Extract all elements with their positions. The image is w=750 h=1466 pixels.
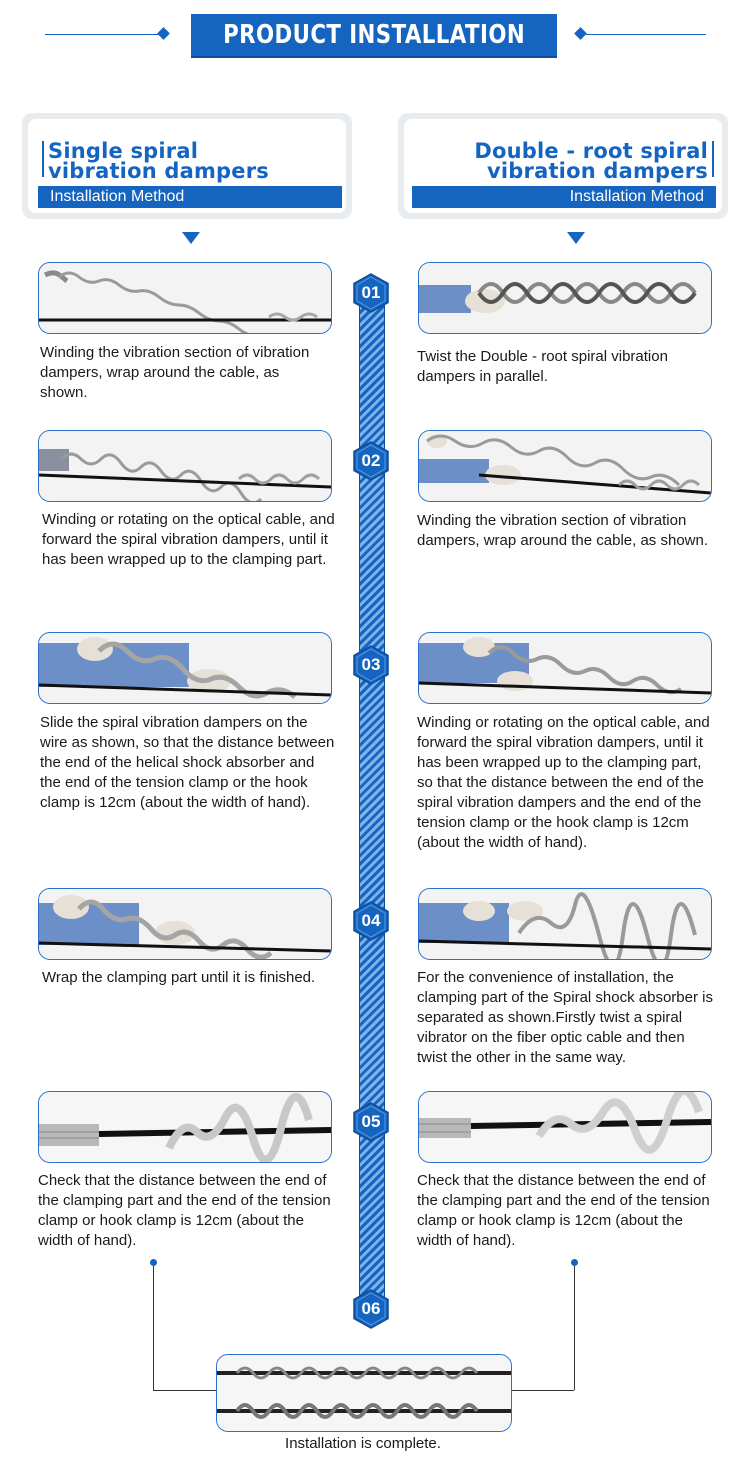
left-connector-line: [153, 1266, 154, 1390]
left-connector-h: [153, 1390, 216, 1391]
step-5-left-text: Check that the distance between the end of the clamping part and the end of the tension clamp or hook clamp is 12cm (about the width of hand).: [38, 1172, 331, 1249]
step-1-left-photo: [38, 262, 332, 334]
step-badge-04: [351, 901, 391, 941]
step-5-left-photo: [38, 1091, 332, 1163]
step-number: 05: [361, 1112, 381, 1131]
right-connector-dot: [571, 1259, 578, 1266]
step-3-right-photo: [418, 632, 712, 704]
header-diamond-left: [157, 27, 170, 40]
step-4-right-photo: [418, 888, 712, 960]
step-number: 04: [361, 911, 381, 930]
step-badge-01: [351, 273, 391, 313]
step-3-left-photo: [38, 632, 332, 704]
header-banner: [191, 14, 557, 56]
step-number: 03: [361, 655, 381, 674]
step-badge-06: [351, 1289, 391, 1329]
left-connector-dot: [150, 1259, 157, 1266]
step-4-right-text: For the convenience of installation, the clamping part of the Spiral shock absorber is separated as shown.Firstly twist a spiral vibrator on the fiber optic cable and then twist the other in the same way.: [417, 969, 713, 1066]
step-2-left-photo: [38, 430, 332, 502]
step-4-left-photo: [38, 888, 332, 960]
step-2-left-text: Winding or rotating on the optical cable, and forward the spiral vibration dampers, until it has been wrapped up to the clamping part.: [42, 511, 335, 568]
left-title-accent: [42, 141, 44, 177]
right-title-accent: [712, 141, 714, 177]
left-method-subtitle: Installation Method: [38, 186, 342, 208]
header-diamond-right: [574, 27, 587, 40]
step-number: 02: [361, 451, 381, 470]
step-badge-02: [351, 441, 391, 481]
right-method-card: [398, 113, 728, 219]
step-2-right-text: Winding the vibration section of vibration dampers, wrap around the cable, as shown.: [417, 512, 708, 549]
step-badge-03: [351, 645, 391, 685]
header-line-left: [45, 34, 163, 35]
right-arrow-down-icon: [567, 232, 585, 244]
step-5-right-text: Check that the distance between the end of the clamping part and the end of the tension clamp or hook clamp is 12cm (about the width of hand).: [417, 1172, 710, 1249]
right-method-title-2: vibration dampers: [487, 159, 708, 183]
timeline-spine: [359, 285, 385, 1315]
final-caption: Installation is complete.: [285, 1435, 441, 1452]
step-2-right-photo: [418, 430, 712, 502]
step-number: 01: [361, 283, 381, 302]
header-line-right: [586, 34, 706, 35]
step-1-right-text: Twist the Double - root spiral vibration dampers in parallel.: [417, 348, 668, 385]
step-1-right-photo: [418, 262, 712, 334]
step-4-left-text: Wrap the clamping part until it is finished.: [42, 969, 316, 986]
left-method-card: [22, 113, 352, 219]
step-3-right-text: Winding or rotating on the optical cable, and forward the spiral vibration dampers, until it has been wrapped up to the clamping part, so that the distance between the end of the spiral vibration dampers and the end of the tension clamp or the hook clamp is 12cm (about the width of hand).: [417, 714, 710, 851]
left-method-title-1: Single spiral: [48, 139, 199, 163]
step-1-left-text: Winding the vibration section of vibration dampers, wrap around the cable, as shown.: [40, 344, 310, 401]
right-connector-h: [510, 1390, 574, 1391]
step-3-left-text: Slide the spiral vibration dampers on the wire as shown, so that the distance between the end of the helical shock absorber and the end of the tension clamp or the hook clamp is 12cm (about the width of hand).: [40, 714, 335, 811]
step-badge-05: [351, 1102, 391, 1142]
final-photo: [216, 1354, 512, 1432]
right-connector-line: [574, 1266, 575, 1390]
left-arrow-down-icon: [182, 232, 200, 244]
right-method-title-1: Double - root spiral: [474, 139, 708, 163]
right-method-subtitle: Installation Method: [412, 186, 716, 208]
step-5-right-photo: [418, 1091, 712, 1163]
left-method-title-2: vibration dampers: [48, 159, 269, 183]
step-number: 06: [361, 1299, 381, 1318]
page-title: PRODUCT INSTALLATION: [223, 20, 525, 50]
